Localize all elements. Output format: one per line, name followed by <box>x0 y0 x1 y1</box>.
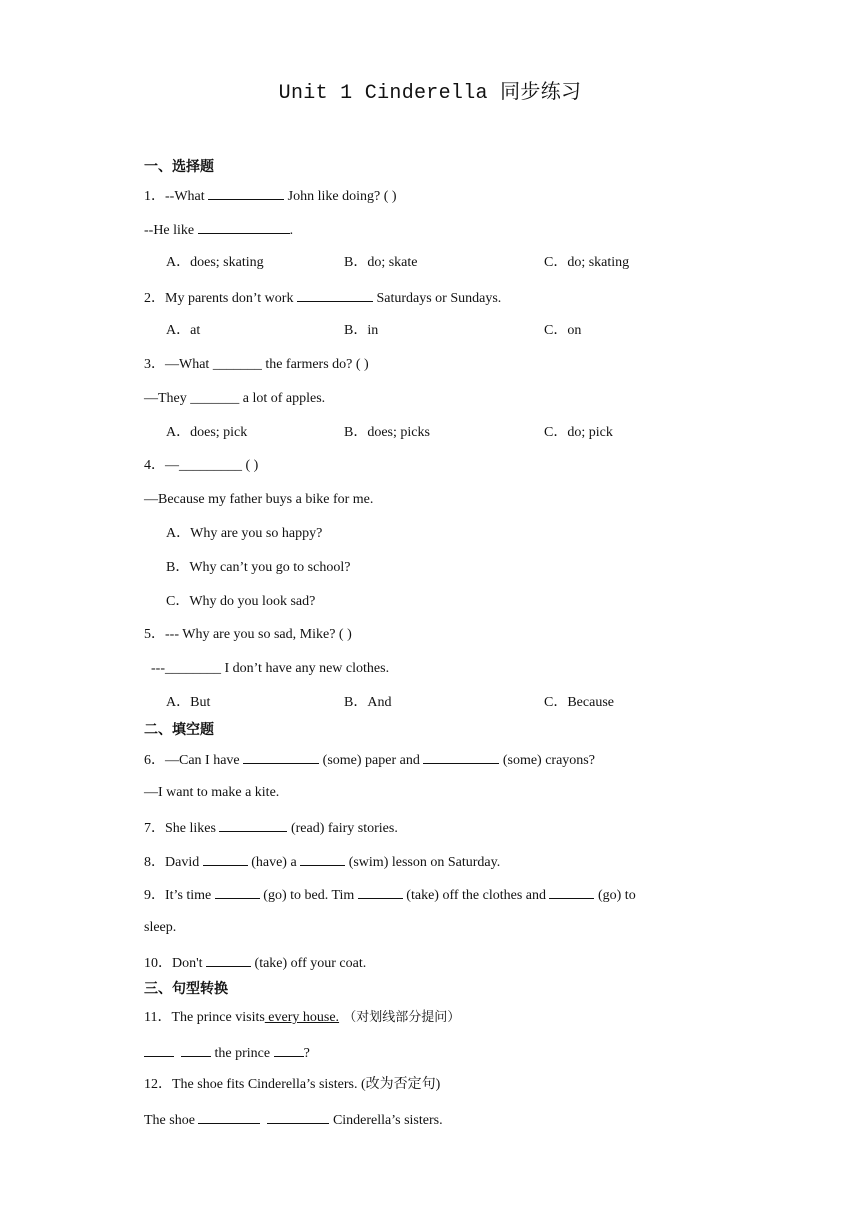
q3-line2: —They _______ a lot of apples. <box>144 391 326 406</box>
q10-text-b: (take) off your coat. <box>251 956 367 971</box>
q1-blank-1[interactable] <box>208 186 284 200</box>
q11-instruction: （对划线部分提问） <box>339 1010 461 1025</box>
q1-option-a[interactable]: A．does; skating <box>166 255 264 270</box>
q8-text-a: 8．David <box>144 855 203 870</box>
q11-underlined-phrase: every house. <box>264 1010 340 1025</box>
q5-option-b[interactable]: B．And <box>344 695 392 710</box>
q1-text-d: . <box>289 223 294 238</box>
q9-line2: sleep. <box>144 920 177 935</box>
q2-blank[interactable] <box>297 288 373 302</box>
q2-text-b: Saturdays or Sundays. <box>372 291 502 306</box>
q3-line1: 3．—What _______ the farmers do? ( ) <box>144 357 369 372</box>
q9-blank-2[interactable] <box>358 885 403 899</box>
q5-option-a[interactable]: A．But <box>166 695 211 710</box>
q7-text-a: 7．She likes <box>144 821 220 836</box>
q6-blank-1[interactable] <box>243 750 319 764</box>
q9-text-d: (go) to <box>594 888 636 903</box>
q10-line <box>144 953 366 973</box>
q8-blank-2[interactable] <box>300 852 345 866</box>
q4-option-a[interactable]: A．Why are you so happy? <box>166 526 323 541</box>
q9-line1 <box>144 885 636 905</box>
q12-text-b: Cinderella’s sisters. <box>329 1113 443 1128</box>
q9-text-b: (go) to bed. Tim <box>259 888 358 903</box>
section-heading-transform: 三、句型转换 <box>144 981 228 997</box>
q6-blank-2[interactable] <box>423 750 499 764</box>
q9-text-a: 9．It’s time <box>144 888 215 903</box>
q7-text-b: (read) fairy stories. <box>287 821 398 836</box>
q6-text-b: (some) paper and <box>319 753 424 768</box>
q8-text-b: (have) a <box>247 855 301 870</box>
q2-option-b[interactable]: B．in <box>344 323 379 338</box>
q12-line1: 12．The shoe fits Cinderella’s sisters. (改为否定句) <box>144 1077 441 1092</box>
q11-text-c: ? <box>303 1046 310 1061</box>
q1-line1 <box>144 186 397 206</box>
q11-blank-2[interactable] <box>181 1043 211 1057</box>
q2-line1 <box>144 288 501 308</box>
q6-text-a: 6．—Can I have <box>144 753 244 768</box>
q9-blank-3[interactable] <box>549 885 594 899</box>
q11-blank-3[interactable] <box>274 1043 304 1057</box>
q5-line1: 5．--- Why are you so sad, Mike? ( ) <box>144 627 352 642</box>
q4-line1: 4．—_________ ( ) <box>144 458 259 473</box>
q2-option-c[interactable]: C．on <box>544 323 582 338</box>
q1-text-c: --He like <box>144 223 198 238</box>
q9-blank-1[interactable] <box>215 885 260 899</box>
q10-text-a: 10．Don't <box>144 956 207 971</box>
q11-line2 <box>144 1043 310 1063</box>
q8-blank-1[interactable] <box>203 852 248 866</box>
q3-option-b[interactable]: B．does; picks <box>344 425 430 440</box>
section-heading-choice: 一、选择题 <box>144 159 214 175</box>
q11-line1 <box>144 1009 460 1027</box>
q12-text-a: The shoe <box>144 1113 199 1128</box>
q12-line2 <box>144 1110 443 1130</box>
q1-text-b: John like doing? ( ) <box>284 189 397 204</box>
q11-text-b: the prince <box>211 1046 274 1061</box>
q2-text-a: 2．My parents don’t work <box>144 291 297 306</box>
q1-option-c[interactable]: C．do; skating <box>544 255 630 270</box>
q1-option-b[interactable]: B．do; skate <box>344 255 418 270</box>
q7-line <box>144 818 398 838</box>
q2-option-a[interactable]: A．at <box>166 323 201 338</box>
q4-line2: —Because my father buys a bike for me. <box>144 492 374 507</box>
q6-line2: —I want to make a kite. <box>144 785 280 800</box>
q9-text-c: (take) off the clothes and <box>402 888 550 903</box>
page-title: Unit 1 Cinderella 同步练习 <box>278 82 582 105</box>
q11-text-a: 11．The prince visits <box>144 1010 265 1025</box>
q5-option-c[interactable]: C．Because <box>544 695 614 710</box>
q1-blank-2[interactable] <box>198 220 290 234</box>
q6-line1 <box>144 750 595 770</box>
q12-blank-1[interactable] <box>198 1110 260 1124</box>
q4-option-c[interactable]: C．Why do you look sad? <box>166 594 316 609</box>
q1-line2 <box>144 220 293 240</box>
q7-blank[interactable] <box>219 818 287 832</box>
q11-blank-1[interactable] <box>144 1043 174 1057</box>
q8-text-c: (swim) lesson on Saturday. <box>345 855 501 870</box>
q10-blank[interactable] <box>206 953 251 967</box>
q3-option-c[interactable]: C．do; pick <box>544 425 613 440</box>
q12-blank-2[interactable] <box>267 1110 329 1124</box>
q6-text-c: (some) crayons? <box>499 753 595 768</box>
q1-text-a: 1．--What <box>144 189 209 204</box>
q3-option-a[interactable]: A．does; pick <box>166 425 248 440</box>
q4-option-b[interactable]: B．Why can’t you go to school? <box>166 560 351 575</box>
section-heading-fill: 二、填空题 <box>144 722 214 738</box>
q8-line <box>144 852 500 872</box>
q5-line2: ---________ I don’t have any new clothes. <box>144 661 390 676</box>
